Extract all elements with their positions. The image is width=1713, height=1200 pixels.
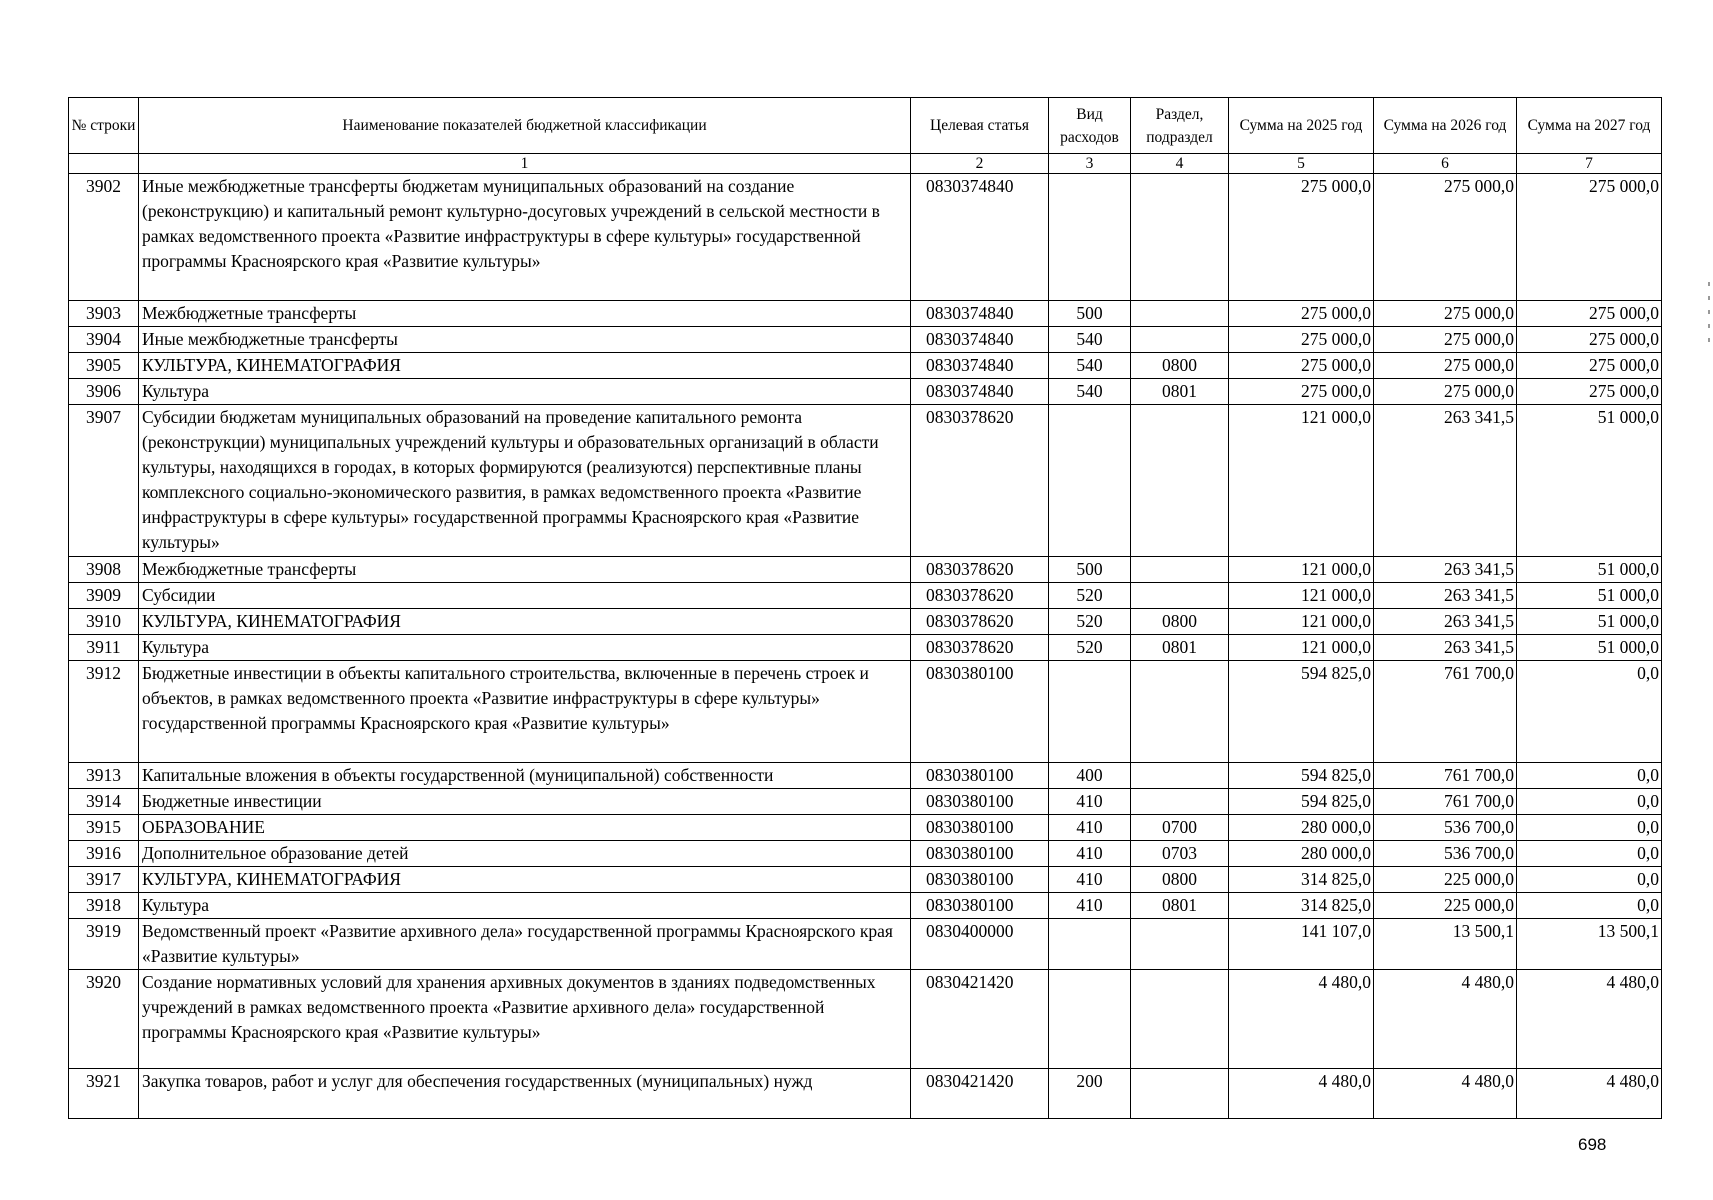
row-number: 3921 xyxy=(69,1069,139,1119)
table-row xyxy=(69,919,1662,970)
row-sum-2025: 141 107,0 xyxy=(1229,919,1374,970)
table-row xyxy=(69,301,1662,327)
table-row xyxy=(69,609,1662,635)
table-row xyxy=(69,583,1662,609)
row-target-article: 0830374840 xyxy=(911,379,1049,405)
header-target-article: Целевая статья xyxy=(911,98,1049,154)
row-sum-2025: 280 000,0 xyxy=(1229,815,1374,841)
row-sum-2027: 51 000,0 xyxy=(1517,583,1662,609)
row-expense-type: 540 xyxy=(1049,379,1131,405)
row-expense-type: 500 xyxy=(1049,557,1131,583)
row-target-article: 0830374840 xyxy=(911,301,1049,327)
column-number: 7 xyxy=(1517,154,1662,174)
row-target-article: 0830380100 xyxy=(911,867,1049,893)
table-row xyxy=(69,405,1662,557)
row-expense-type: 410 xyxy=(1049,893,1131,919)
row-sum-2026: 4 480,0 xyxy=(1374,970,1517,1069)
table-row xyxy=(69,661,1662,763)
row-number: 3917 xyxy=(69,867,139,893)
row-target-article: 0830378620 xyxy=(911,583,1049,609)
table-row xyxy=(69,763,1662,789)
row-name: КУЛЬТУРА, КИНЕМАТОГРАФИЯ xyxy=(139,353,911,379)
row-sum-2026: 275 000,0 xyxy=(1374,301,1517,327)
row-target-article: 0830421420 xyxy=(911,1069,1049,1119)
row-expense-type xyxy=(1049,405,1131,557)
table-row xyxy=(69,789,1662,815)
row-sum-2026: 263 341,5 xyxy=(1374,635,1517,661)
header-row-no: № строки xyxy=(69,98,139,154)
row-name: Бюджетные инвестиции xyxy=(139,789,911,815)
row-number: 3912 xyxy=(69,661,139,763)
row-target-article: 0830380100 xyxy=(911,841,1049,867)
column-number: 1 xyxy=(139,154,911,174)
table-row xyxy=(69,327,1662,353)
row-expense-type: 520 xyxy=(1049,609,1131,635)
column-number: 3 xyxy=(1049,154,1131,174)
row-target-article: 0830380100 xyxy=(911,893,1049,919)
header-expense-type: Вид расходов xyxy=(1049,98,1131,154)
row-target-article: 0830380100 xyxy=(911,815,1049,841)
table-row xyxy=(69,815,1662,841)
row-sum-2026: 275 000,0 xyxy=(1374,327,1517,353)
row-target-article: 0830374840 xyxy=(911,353,1049,379)
row-sum-2025: 275 000,0 xyxy=(1229,379,1374,405)
row-target-article: 0830378620 xyxy=(911,557,1049,583)
row-sum-2025: 314 825,0 xyxy=(1229,867,1374,893)
header-sum-2026: Сумма на 2026 год xyxy=(1374,98,1517,154)
row-target-article: 0830378620 xyxy=(911,635,1049,661)
row-section: 0703 xyxy=(1131,841,1229,867)
row-name: Дополнительное образование детей xyxy=(139,841,911,867)
row-sum-2026: 225 000,0 xyxy=(1374,867,1517,893)
row-sum-2025: 121 000,0 xyxy=(1229,557,1374,583)
row-expense-type: 400 xyxy=(1049,763,1131,789)
row-section: 0801 xyxy=(1131,379,1229,405)
header-section: Раздел, подраздел xyxy=(1131,98,1229,154)
row-expense-type: 540 xyxy=(1049,327,1131,353)
row-section xyxy=(1131,327,1229,353)
row-target-article: 0830380100 xyxy=(911,661,1049,763)
row-sum-2027: 275 000,0 xyxy=(1517,353,1662,379)
row-sum-2025: 594 825,0 xyxy=(1229,789,1374,815)
row-sum-2027: 275 000,0 xyxy=(1517,327,1662,353)
row-section: 0800 xyxy=(1131,353,1229,379)
row-section xyxy=(1131,970,1229,1069)
row-section xyxy=(1131,174,1229,301)
row-sum-2025: 594 825,0 xyxy=(1229,763,1374,789)
table-row xyxy=(69,841,1662,867)
row-expense-type: 540 xyxy=(1049,353,1131,379)
row-sum-2025: 121 000,0 xyxy=(1229,609,1374,635)
row-sum-2026: 275 000,0 xyxy=(1374,379,1517,405)
row-sum-2027: 0,0 xyxy=(1517,815,1662,841)
row-name: Межбюджетные трансферты xyxy=(139,557,911,583)
budget-table xyxy=(68,97,1662,1119)
column-number: 4 xyxy=(1131,154,1229,174)
row-name: Культура xyxy=(139,893,911,919)
row-sum-2026: 4 480,0 xyxy=(1374,1069,1517,1119)
row-sum-2025: 594 825,0 xyxy=(1229,661,1374,763)
row-number: 3911 xyxy=(69,635,139,661)
row-sum-2025: 275 000,0 xyxy=(1229,174,1374,301)
row-expense-type: 500 xyxy=(1049,301,1131,327)
row-number: 3916 xyxy=(69,841,139,867)
row-target-article: 0830374840 xyxy=(911,174,1049,301)
row-number: 3920 xyxy=(69,970,139,1069)
table-row xyxy=(69,635,1662,661)
row-name: Капитальные вложения в объекты государственной (муниципальной) собственности xyxy=(139,763,911,789)
row-expense-type: 410 xyxy=(1049,815,1131,841)
row-number: 3908 xyxy=(69,557,139,583)
row-number: 3909 xyxy=(69,583,139,609)
row-section xyxy=(1131,301,1229,327)
row-expense-type: 410 xyxy=(1049,867,1131,893)
row-sum-2027: 4 480,0 xyxy=(1517,970,1662,1069)
row-section: 0800 xyxy=(1131,609,1229,635)
row-expense-type: 520 xyxy=(1049,635,1131,661)
column-number-row xyxy=(69,154,1662,174)
row-sum-2027: 275 000,0 xyxy=(1517,379,1662,405)
row-section xyxy=(1131,583,1229,609)
row-number: 3918 xyxy=(69,893,139,919)
row-section: 0800 xyxy=(1131,867,1229,893)
row-number: 3919 xyxy=(69,919,139,970)
row-target-article: 0830421420 xyxy=(911,970,1049,1069)
row-section xyxy=(1131,919,1229,970)
row-sum-2026: 761 700,0 xyxy=(1374,789,1517,815)
scan-edge-mark xyxy=(1708,282,1710,342)
row-number: 3907 xyxy=(69,405,139,557)
row-sum-2027: 275 000,0 xyxy=(1517,174,1662,301)
row-sum-2025: 4 480,0 xyxy=(1229,970,1374,1069)
row-expense-type: 410 xyxy=(1049,789,1131,815)
row-name: Субсидии бюджетам муниципальных образований на проведение капитального ремонта (реконструкции) муниципальных учреждений культуры и образовательных организаций в области культуры, находящихся в городах, в которых формируются (реализуются) перспективные планы комплексного социально-экономического развития, в рамках ведомственного проекта «Развитие инфраструктуры в сфере культуры» государственной программы Красноярского края «Развитие культуры» xyxy=(139,405,911,557)
table-row xyxy=(69,379,1662,405)
row-number: 3904 xyxy=(69,327,139,353)
row-sum-2027: 51 000,0 xyxy=(1517,405,1662,557)
table-row xyxy=(69,893,1662,919)
row-sum-2025: 314 825,0 xyxy=(1229,893,1374,919)
row-section: 0700 xyxy=(1131,815,1229,841)
row-sum-2027: 0,0 xyxy=(1517,661,1662,763)
header-row xyxy=(69,98,1662,154)
row-sum-2025: 4 480,0 xyxy=(1229,1069,1374,1119)
row-sum-2026: 263 341,5 xyxy=(1374,405,1517,557)
row-sum-2027: 0,0 xyxy=(1517,893,1662,919)
row-sum-2025: 121 000,0 xyxy=(1229,583,1374,609)
row-number: 3910 xyxy=(69,609,139,635)
row-expense-type xyxy=(1049,919,1131,970)
table-row xyxy=(69,867,1662,893)
row-sum-2027: 51 000,0 xyxy=(1517,609,1662,635)
row-sum-2027: 0,0 xyxy=(1517,763,1662,789)
row-sum-2026: 275 000,0 xyxy=(1374,174,1517,301)
row-name: ОБРАЗОВАНИЕ xyxy=(139,815,911,841)
header-name: Наименование показателей бюджетной классификации xyxy=(139,98,911,154)
row-number: 3905 xyxy=(69,353,139,379)
column-number: 2 xyxy=(911,154,1049,174)
row-sum-2026: 761 700,0 xyxy=(1374,763,1517,789)
row-sum-2026: 263 341,5 xyxy=(1374,557,1517,583)
row-name: Создание нормативных условий для хранения архивных документов в зданиях подведомственных учреждений в рамках ведомственного проекта «Развитие архивного дела» государственной программы Красноярского края «Развитие культуры» xyxy=(139,970,911,1069)
row-name: Межбюджетные трансферты xyxy=(139,301,911,327)
row-expense-type: 520 xyxy=(1049,583,1131,609)
row-section xyxy=(1131,405,1229,557)
row-expense-type xyxy=(1049,174,1131,301)
row-sum-2027: 275 000,0 xyxy=(1517,301,1662,327)
row-target-article: 0830378620 xyxy=(911,405,1049,557)
header-sum-2027: Сумма на 2027 год xyxy=(1517,98,1662,154)
row-sum-2026: 761 700,0 xyxy=(1374,661,1517,763)
row-expense-type: 410 xyxy=(1049,841,1131,867)
row-sum-2026: 225 000,0 xyxy=(1374,893,1517,919)
row-expense-type: 200 xyxy=(1049,1069,1131,1119)
table-body xyxy=(69,174,1662,1119)
row-sum-2027: 51 000,0 xyxy=(1517,557,1662,583)
row-expense-type xyxy=(1049,661,1131,763)
row-target-article: 0830400000 xyxy=(911,919,1049,970)
row-sum-2025: 121 000,0 xyxy=(1229,635,1374,661)
row-target-article: 0830380100 xyxy=(911,789,1049,815)
column-number-empty xyxy=(69,154,139,174)
row-sum-2027: 0,0 xyxy=(1517,841,1662,867)
row-number: 3915 xyxy=(69,815,139,841)
row-sum-2025: 121 000,0 xyxy=(1229,405,1374,557)
column-number: 6 xyxy=(1374,154,1517,174)
row-name: КУЛЬТУРА, КИНЕМАТОГРАФИЯ xyxy=(139,609,911,635)
row-sum-2025: 275 000,0 xyxy=(1229,301,1374,327)
row-name: Ведомственный проект «Развитие архивного дела» государственной программы Красноярского края «Развитие культуры» xyxy=(139,919,911,970)
row-sum-2027: 51 000,0 xyxy=(1517,635,1662,661)
column-number: 5 xyxy=(1229,154,1374,174)
row-name: Субсидии xyxy=(139,583,911,609)
row-section xyxy=(1131,661,1229,763)
row-sum-2026: 263 341,5 xyxy=(1374,609,1517,635)
row-sum-2026: 275 000,0 xyxy=(1374,353,1517,379)
page-number: 698 xyxy=(1578,1135,1607,1154)
row-number: 3903 xyxy=(69,301,139,327)
row-name: Иные межбюджетные трансферты xyxy=(139,327,911,353)
row-section xyxy=(1131,763,1229,789)
row-section xyxy=(1131,789,1229,815)
table-row xyxy=(69,557,1662,583)
row-sum-2027: 13 500,1 xyxy=(1517,919,1662,970)
table-row xyxy=(69,174,1662,301)
row-sum-2026: 13 500,1 xyxy=(1374,919,1517,970)
row-section: 0801 xyxy=(1131,635,1229,661)
row-sum-2025: 280 000,0 xyxy=(1229,841,1374,867)
row-section: 0801 xyxy=(1131,893,1229,919)
header-sum-2025: Сумма на 2025 год xyxy=(1229,98,1374,154)
row-sum-2025: 275 000,0 xyxy=(1229,327,1374,353)
row-number: 3913 xyxy=(69,763,139,789)
row-target-article: 0830380100 xyxy=(911,763,1049,789)
table-row xyxy=(69,1069,1662,1119)
row-name: Культура xyxy=(139,379,911,405)
row-section xyxy=(1131,557,1229,583)
row-name: Культура xyxy=(139,635,911,661)
table-row xyxy=(69,353,1662,379)
row-sum-2026: 536 700,0 xyxy=(1374,841,1517,867)
row-sum-2026: 263 341,5 xyxy=(1374,583,1517,609)
row-name: Иные межбюджетные трансферты бюджетам муниципальных образований на создание (реконструкцию) и капитальный ремонт культурно-досуговых учреждений в сельской местности в рамках ведомственного проекта «Развитие инфраструктуры в сфере культуры» государственной программы Красноярского края «Развитие культуры» xyxy=(139,174,911,301)
row-name: Бюджетные инвестиции в объекты капитального строительства, включенные в перечень строек и объектов, в рамках ведомственного проекта «Развитие инфраструктуры в сфере культуры» государственной программы Красноярского края «Развитие культуры» xyxy=(139,661,911,763)
row-sum-2025: 275 000,0 xyxy=(1229,353,1374,379)
row-target-article: 0830378620 xyxy=(911,609,1049,635)
row-number: 3914 xyxy=(69,789,139,815)
row-number: 3906 xyxy=(69,379,139,405)
row-sum-2026: 536 700,0 xyxy=(1374,815,1517,841)
table-row xyxy=(69,970,1662,1069)
row-name: КУЛЬТУРА, КИНЕМАТОГРАФИЯ xyxy=(139,867,911,893)
row-target-article: 0830374840 xyxy=(911,327,1049,353)
row-number: 3902 xyxy=(69,174,139,301)
row-sum-2027: 0,0 xyxy=(1517,867,1662,893)
row-sum-2027: 4 480,0 xyxy=(1517,1069,1662,1119)
row-section xyxy=(1131,1069,1229,1119)
row-sum-2027: 0,0 xyxy=(1517,789,1662,815)
row-name: Закупка товаров, работ и услуг для обеспечения государственных (муниципальных) нужд xyxy=(139,1069,911,1119)
row-expense-type xyxy=(1049,970,1131,1069)
